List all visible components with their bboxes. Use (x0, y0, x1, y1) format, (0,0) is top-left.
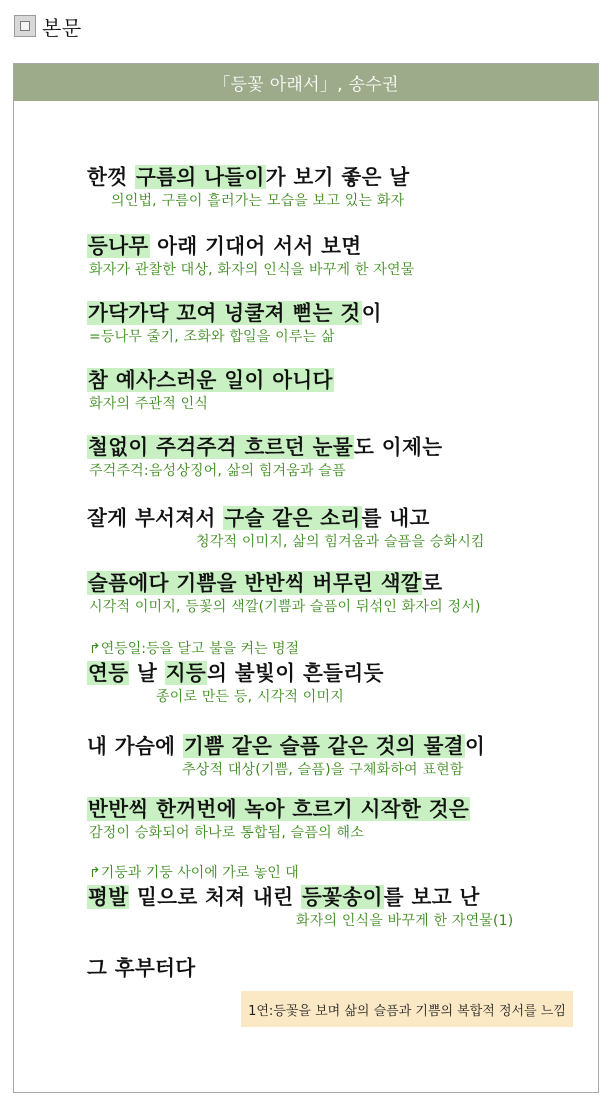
poem-line (14, 659, 598, 687)
poem-line (14, 883, 598, 911)
highlighted-phrase: 구슬 같은 소리 (224, 506, 361, 530)
poem-line-group (14, 954, 598, 982)
annotation-note: 화자가 관찰한 대상, 화자의 인식을 바꾸게 한 자연물 (89, 262, 415, 278)
poem-title: 「등꽃 아래서」, 송수권 (14, 64, 598, 101)
annotation-note: 의인법, 구름이 흘러가는 모습을 보고 있는 화자 (111, 193, 405, 209)
annotation-note: 화자의 주관적 인식 (89, 396, 209, 412)
poem-line-group (14, 504, 598, 552)
highlighted-phrase: 등꽃송이 (301, 885, 383, 909)
poem-line (14, 732, 598, 760)
line-text: 잘게 부서져서 (87, 506, 224, 530)
highlighted-phrase: 가닥가닥 꼬여 넝쿨져 뻗는 것 (88, 301, 361, 325)
annotation-note: 청각적 이미지, 삶의 힘겨움과 슬픔을 승화시킴 (196, 534, 485, 550)
annotation-note: 주걱주걱:음성상징어, 삶의 힘겨움과 슬픔 (89, 463, 346, 479)
annotation-note: =등나무 줄기, 조화와 합일을 이루는 삶 (89, 329, 335, 345)
poem-panel (13, 63, 599, 1093)
highlighted-phrase: 등나무 (88, 234, 149, 258)
line-text: 로 (422, 571, 443, 595)
poem-line-group (14, 569, 598, 617)
word-definition-note: ↱연등일:등을 달고 불을 켜는 명절 (89, 641, 300, 657)
annotation-note: 종이로 만든 등, 시각적 이미지 (156, 689, 344, 705)
poem-line (14, 299, 598, 327)
line-text: 가 보기 좋은 날 (265, 165, 410, 189)
poem-line (14, 366, 598, 394)
annotation-note: 화자의 인식을 바꾸게 한 자연물(1) (296, 913, 514, 929)
highlighted-phrase: 철없이 주걱주걱 흐르던 눈물 (88, 435, 354, 459)
highlighted-phrase: 참 예사스러운 일이 아니다 (88, 368, 333, 392)
line-text: 를 내고 (361, 506, 430, 530)
line-text: 날 (129, 661, 165, 685)
highlighted-phrase: 연등 (88, 661, 129, 685)
stanza-summary: 1연:등꽃을 보며 삶의 슬픔과 기쁨의 복합적 정서를 느낌 (241, 991, 573, 1027)
line-text: 밑으로 처져 내린 (129, 885, 301, 909)
poem-line (14, 504, 598, 532)
poem-line-group (14, 163, 598, 211)
line-text: 도 이제는 (354, 435, 443, 459)
poem-line-group (14, 232, 598, 280)
poem-line-group (14, 639, 598, 707)
poem-line (14, 232, 598, 260)
line-text: 그 후부터다 (87, 956, 196, 980)
line-text: 의 불빛이 흔들리듯 (207, 661, 384, 685)
poem-line (14, 569, 598, 597)
line-text: 를 보고 난 (383, 885, 480, 909)
section-heading (14, 12, 82, 40)
line-text: 한껏 (87, 165, 135, 189)
poem-line (14, 433, 598, 461)
poem-line-group (14, 299, 598, 347)
line-text: 아래 기대어 서서 보면 (149, 234, 362, 258)
annotation-note: 시각적 이미지, 등꽃의 색깔(기쁨과 슬픔이 뒤섞인 화자의 정서) (89, 599, 481, 615)
annotation-note: 감정이 승화되어 하나로 통합됨, 슬픔의 해소 (89, 825, 364, 841)
annotation-note: 추상적 대상(기쁨, 슬픔)을 구체화하여 표현함 (182, 762, 464, 778)
poem-line (14, 795, 598, 823)
line-text: 이 (361, 301, 382, 325)
poem-line-group (14, 863, 598, 931)
document-icon (14, 15, 36, 37)
highlighted-phrase: 반반씩 한꺼번에 녹아 흐르기 시작한 것은 (88, 797, 470, 821)
section-heading-label: 본문 (42, 15, 82, 40)
poem-line-group (14, 433, 598, 481)
line-text: 이 (465, 734, 486, 758)
poem-line-group (14, 732, 598, 780)
highlighted-phrase: 평발 (88, 885, 129, 909)
poem-line (14, 163, 598, 191)
highlighted-phrase: 지등 (165, 661, 207, 685)
poem-line-group (14, 366, 598, 414)
poem-line (14, 954, 598, 982)
highlighted-phrase: 구름의 나들이 (135, 165, 265, 189)
poem-line-group (14, 795, 598, 843)
line-text: 내 가슴에 (87, 734, 183, 758)
highlighted-phrase: 슬픔에다 기쁨을 반반씩 버무린 색깔 (88, 571, 422, 595)
highlighted-phrase: 기쁨 같은 슬픔 같은 것의 물결 (183, 734, 465, 758)
word-definition-note: ↱기둥과 기둥 사이에 가로 놓인 대 (89, 865, 299, 881)
